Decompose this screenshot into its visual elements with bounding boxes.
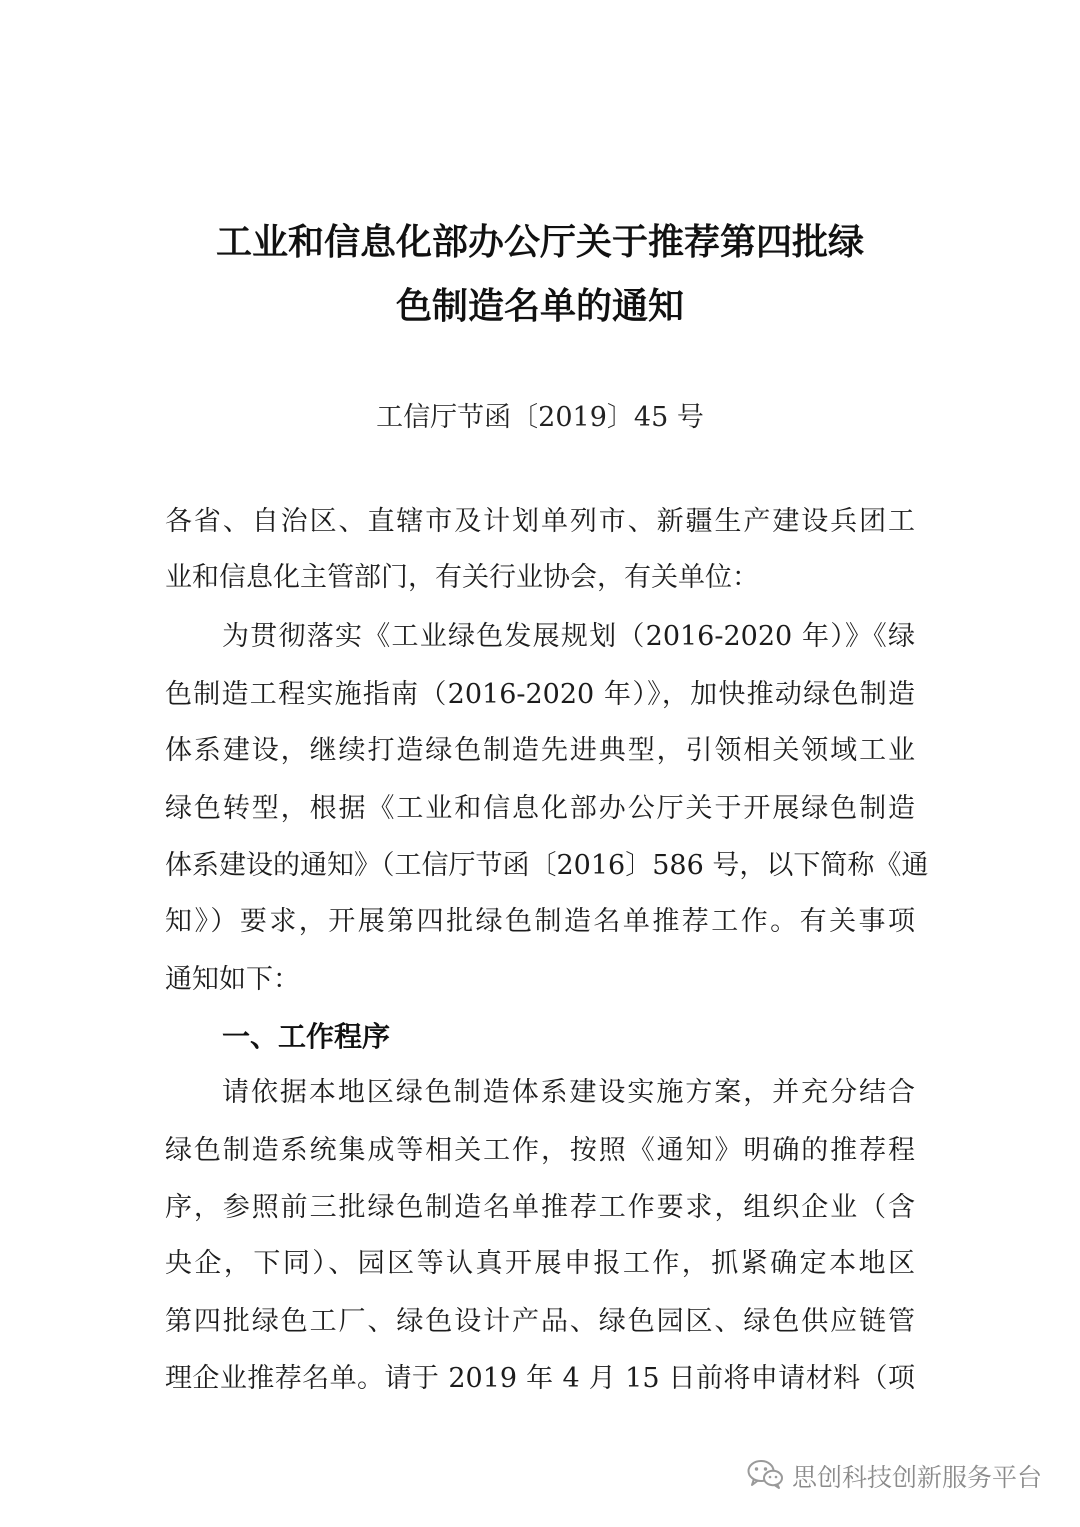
section-line: 理企业推荐名单。请于 2019 年 4 月 15 日前将申请材料（项 <box>165 1363 915 1394</box>
wechat-icon <box>746 1458 784 1494</box>
addressee-line: 业和信息化主管部门，有关行业协会，有关单位： <box>165 562 759 593</box>
section-line: 序，参照前三批绿色制造名单推荐工作要求，组织企业（含 <box>165 1192 915 1223</box>
body-line: 体系建设的通知》（工信厅节函〔2016〕586 号，以下简称《通 <box>165 850 929 881</box>
watermark-text: 思创科技创新服务平台 <box>791 1463 1042 1492</box>
body-line: 为贯彻落实《工业绿色发展规划（2016-2020 年）》《绿 <box>222 621 915 652</box>
document-title-line-2: 色制造名单的通知 <box>395 286 684 327</box>
section-heading: 一、工作程序 <box>222 1020 391 1053</box>
body-line: 色制造工程实施指南（2016-2020 年）》，加快推动绿色制造 <box>165 679 915 710</box>
document-number: 工信厅节函〔2019〕45 号 <box>376 402 704 433</box>
body-line: 知》）要求，开展第四批绿色制造名单推荐工作。有关事项 <box>165 906 915 937</box>
watermark <box>746 1456 1042 1496</box>
section-line: 绿色制造系统集成等相关工作，按照《通知》明确的推荐程 <box>165 1135 915 1166</box>
body-line: 体系建设，继续打造绿色制造先进典型，引领相关领域工业 <box>165 735 915 766</box>
section-line: 请依据本地区绿色制造体系建设实施方案，并充分结合 <box>222 1077 915 1108</box>
addressee-line: 各省、自治区、直辖市及计划单列市、新疆生产建设兵团工 <box>165 506 915 537</box>
body-line: 绿色转型，根据《工业和信息化部办公厅关于开展绿色制造 <box>165 793 915 824</box>
document-title-line-1: 工业和信息化部办公厅关于推荐第四批绿 <box>215 222 864 263</box>
section-line: 第四批绿色工厂、绿色设计产品、绿色园区、绿色供应链管 <box>165 1306 915 1337</box>
section-line: 央企，下同）、园区等认真开展申报工作，抓紧确定本地区 <box>165 1248 915 1279</box>
body-line: 通知如下： <box>165 964 300 995</box>
